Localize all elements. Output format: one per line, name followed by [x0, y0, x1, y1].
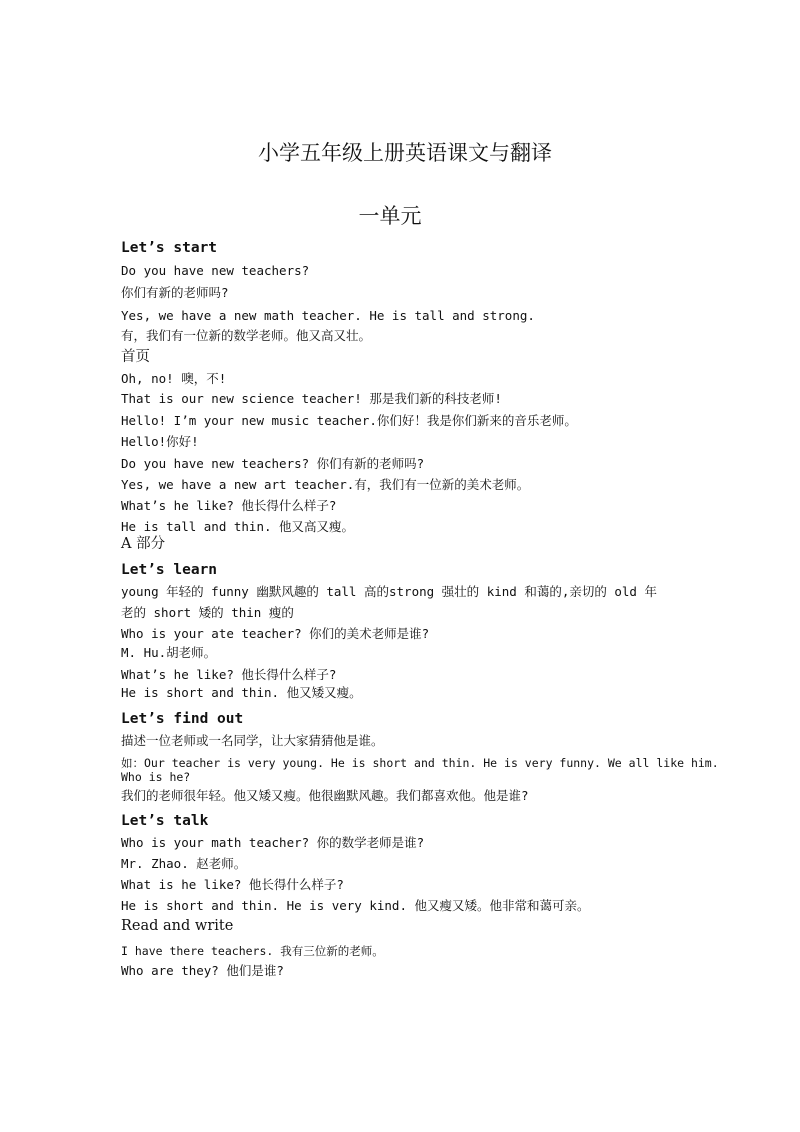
document-title: 小学五年级上册英语课文与翻译 [258, 141, 552, 165]
text-line: He is short and thin. He is very kind. 他又瘦又矮。他非常和蔼可亲。 [121, 898, 590, 913]
text-line: What’s he like? 他长得什么样子? [121, 498, 337, 513]
text-line: Mr. Zhao. 赵老师。 [121, 856, 247, 871]
section-label: Read and write [121, 918, 234, 934]
text-line: What’s he like? 他长得什么样子? [121, 667, 337, 682]
unit-title: 一单元 [358, 204, 422, 228]
text-line: Hello!你好! [121, 434, 199, 449]
text-line: Yes, we have a new math teacher. He is tall and strong. [121, 308, 535, 323]
section-heading-lets-find-out: Let’s find out [121, 711, 244, 727]
text-line: 描述一位老师或一名同学，让大家猜猜他是谁。 [121, 733, 384, 748]
section-label: 首页 [121, 349, 150, 365]
section-heading-lets-start: Let’s start [121, 240, 218, 256]
text-line: He is short and thin. 他又矮又瘦。 [121, 685, 362, 700]
example-text: 如：Our teacher is very young. He is short and thin. He is very funny. We all like him. Who is he? [121, 756, 719, 784]
text-line: Who is your math teacher? 你的数学老师是谁? [121, 835, 425, 850]
text-line: That is our new science teacher! 那是我们新的科技老师! [121, 391, 502, 406]
text-line: M. Hu.胡老师。 [121, 645, 217, 660]
text-line: young 年轻的 funny 幽默风趣的 tall 高的strong 强壮的 kind 和蔼的,亲切的 old 年 [121, 584, 657, 599]
text-line: 老的 short 矮的 thin 瘦的 [121, 605, 294, 620]
text-line: 你们有新的老师吗? [121, 285, 229, 300]
text-line: Do you have new teachers? [121, 263, 310, 278]
text-line: Who is your ate teacher? 你们的美术老师是谁? [121, 626, 430, 641]
text-line: 有，我们有一位新的数学老师。他又高又壮。 [121, 328, 372, 343]
section-heading-lets-talk: Let’s talk [121, 813, 209, 829]
text-line: What is he like? 他长得什么样子? [121, 877, 344, 892]
text-line: I have there teachers. 我有三位新的老师。 [121, 944, 384, 958]
section-label: A 部分 [121, 536, 166, 552]
text-line: 我们的老师很年轻。他又矮又瘦。他很幽默风趣。我们都喜欢他。他是谁? [121, 788, 529, 803]
text-line: Do you have new teachers? 你们有新的老师吗? [121, 456, 425, 471]
section-heading-lets-learn: Let’s learn [121, 562, 218, 578]
text-line: Oh, no! 噢，不! [121, 371, 227, 386]
text-line: Who are they? 他们是谁? [121, 963, 284, 978]
text-line: Hello! I’m your new music teacher.你们好！我是你们新来的音乐老师。 [121, 413, 577, 428]
text-line: Yes, we have a new art teacher.有，我们有一位新的美术老师。 [121, 477, 530, 492]
text-line: He is tall and thin. 他又高又瘦。 [121, 519, 355, 534]
